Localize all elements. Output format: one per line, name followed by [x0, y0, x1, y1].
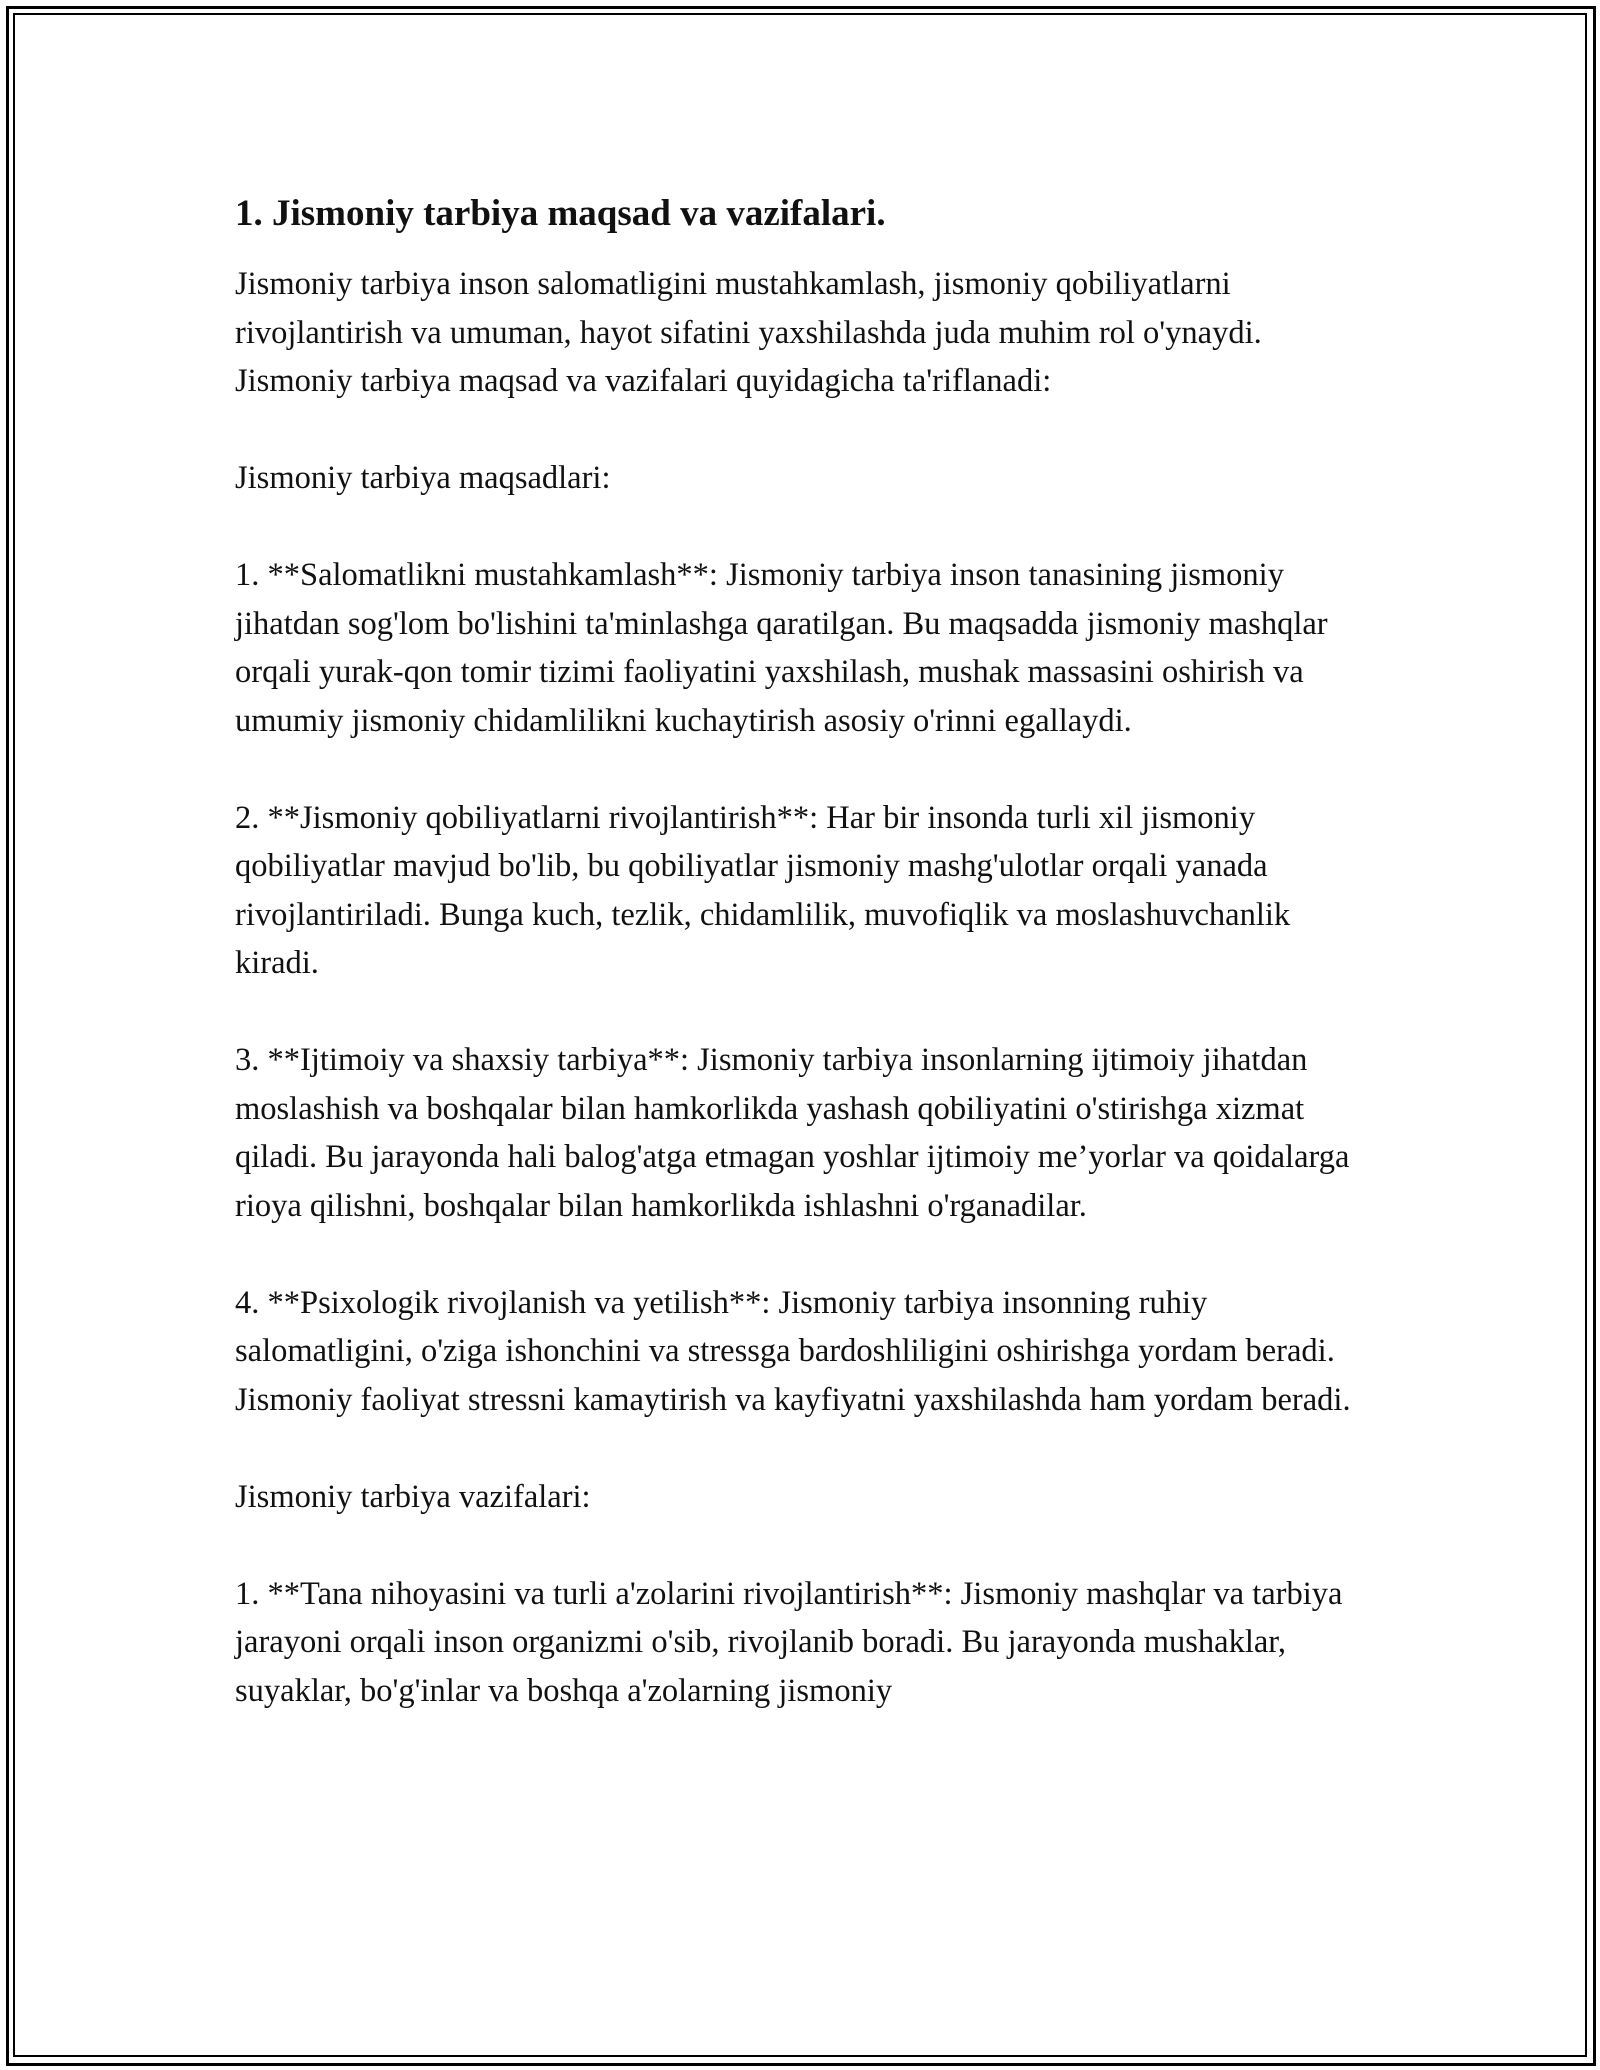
goal-item-4: 4. **Psixologik rivojlanish va yetilish**: Jismoniy tarbiya insonning ruhiy salomatligini, o'ziga ishonchini va stressga bardoshliligini oshirishga yordam beradi. Jismoniy faoliyat stressni kamaytirish va kayfiyatni yaxshilashda ham yordam beradi. [235, 1284, 1351, 1418]
tasks-heading: Jismoniy tarbiya vazifalari: [235, 1478, 591, 1515]
goal-item-3: 3. **Ijtimoiy va shaxsiy tarbiya**: Jismoniy tarbiya insonlarning ijtimoiy jihatdan moslashish va boshqalar bilan hamkorlikda yashash qobiliyatini o'stirishga xizmat qiladi. Bu jarayonda hali balog'atga etmagan yoshlar ijtimoiy me’yorlar va qoidalarga rioya qilishni, boshqalar bilan hamkorlikda ishlashni o'rganadilar. [235, 1042, 1350, 1224]
goal-item-1: 1. **Salomatlikni mustahkamlash**: Jismoniy tarbiya inson tanasining jismoniy jihatdan sog'lom bo'lishini ta'minlashga qaratilgan. Bu maqsadda jismoniy mashqlar orqali yurak-qon tomir tizimi faoliyatini yaxshilash, mushak massasini oshirish va umumiy jismoniy chidamlilikni kuchaytirish asosiy o'rinni egallaydi. [235, 557, 1328, 739]
task-item-1: 1. **Tana nihoyasini va turli a'zolarini rivojlantirish**: Jismoniy mashqlar va tarbiya jarayoni orqali inson organizmi o'sib, rivojlanib boradi. Bu jarayonda mushaklar, suyaklar, bo'g'inlar va boshqa a'zolarning jismoniy [235, 1575, 1343, 1709]
goal-item-2: 2. **Jismoniy qobiliyatlarni rivojlantirish**: Har bir insonda turli xil jismoniy qobiliyatlar mavjud bo'lib, bu qobiliyatlar jismoniy mashg'ulotlar orqali yanada rivojlantiriladi. Bunga kuch, tezlik, chidamlilik, muvofiqlik va moslashuvchanlik kiradi. [235, 799, 1291, 981]
goals-heading: Jismoniy tarbiya maqsadlari: [235, 460, 611, 496]
intro-paragraph: Jismoniy tarbiya inson salomatligini mustahkamlash, jismoniy qobiliyatlarni rivojlantirish va umuman, hayot sifatini yaxshilashda juda muhim rol o'ynaydi. Jismoniy tarbiya maqsad va vazifalari quyidagicha ta'riflanadi: [235, 266, 1262, 399]
document-body [235, 188, 1375, 1715]
document-title: 1. Jismoniy tarbiya maqsad va vazifalari. [235, 193, 886, 234]
